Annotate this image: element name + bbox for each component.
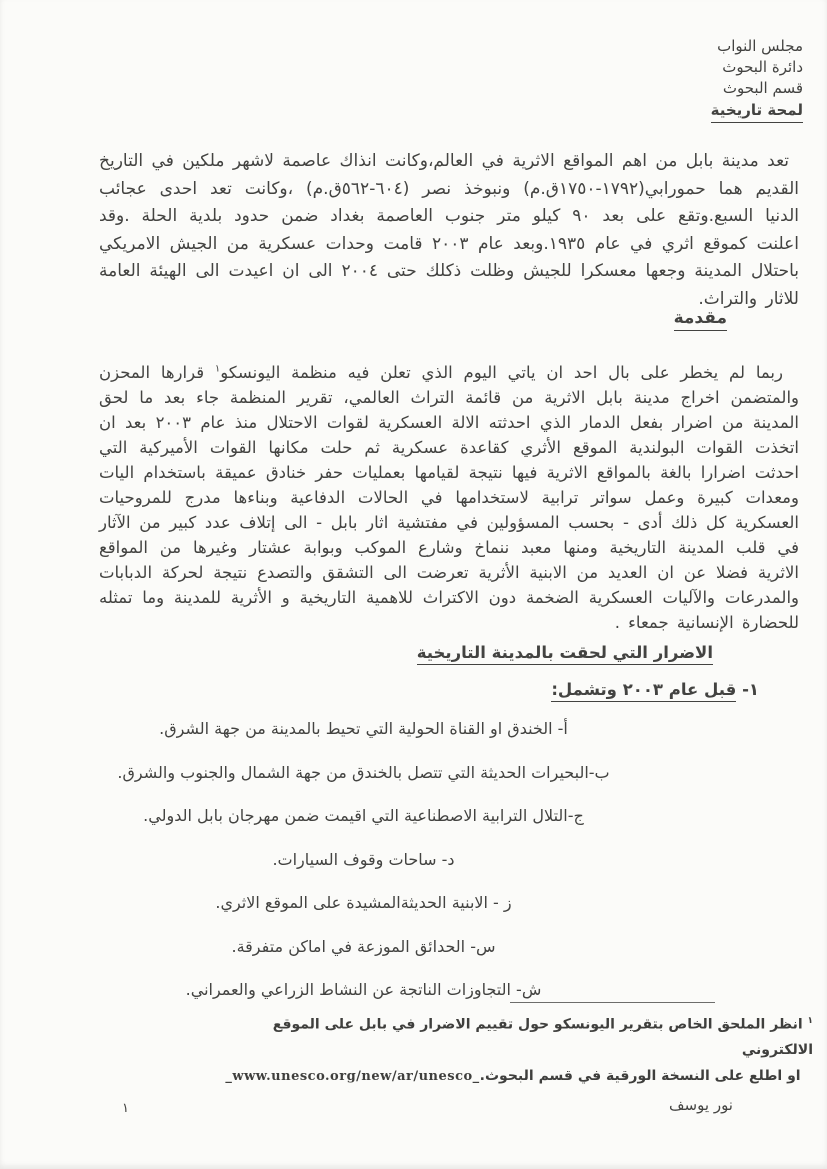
footnote-separator bbox=[510, 1002, 715, 1003]
list-item: د- ساحات وقوف السيارات. bbox=[272, 849, 455, 869]
author-name: نور يوسف bbox=[669, 1096, 733, 1114]
list-item: ز - الابنية الحديثةالمشيدة على الموقع الاثري. bbox=[215, 893, 512, 912]
intro-text-after-ref: قرارها المحزن والمتضمن اخراج مدينة بابل الاثرية من قائمة التراث العالمي، تقرير المنظمة جاء بعد ما لحق المدينة من اضرار بفعل الدمار الذي احدثته الالة العسكرية لقوات الاحتلال منذ عام ٢٠٠٣ بعد ان اتخذت القوات البولندية الموقع الأثري كقاعدة عسكرية ثم حلت مكانها القوات الأميركية التي احدثت اضرارا بالغة بالمواقع الاثرية فيها نتيجة لقيامها بعمليات حفر خنادق عميقة باستخدام اليات ومعدات كبيرة وعمل سواتر ترابية لاستخدامها في الحالات الدفاعية وبناءها مدرج للمروحيات العسكرية كل ذلك أدى - بحسب المسؤولين في مفتشية اثار بابل - الى إتلاف عدد كبير من الآثار في قلب المدينة التاريخية ومنها معبد ننماخ وشارع الموكب وبوابة عشتار وغيرها من المواقع الاثرية فضلا عن ان العديد من الابنية الأثرية تعرضت الى التشقق والتصدع نتيجة لحركة الدبابات والمدرعات والآليات العسكرية الضخمة دون الاكتراث للاهمية التاريخية و الأثرية للمدينة وما تمثله للحضارة الإنسانية جمعاء . bbox=[99, 363, 800, 632]
intro-text-before-ref: ربما لم يخطر على بال احد ان ياتي اليوم الذي تعلن فيه منظمة اليونسكو bbox=[220, 363, 783, 382]
footnote-text-line2: او اطلع على النسخة الورقية في قسم البحوث. bbox=[479, 1067, 801, 1084]
footnote-line1 bbox=[213, 1009, 813, 1063]
page-number: ١ bbox=[122, 1101, 129, 1116]
footnote-ref-marker: ١ bbox=[214, 363, 221, 375]
department-name: دائرة البحوث bbox=[722, 58, 803, 76]
item-number: ١- bbox=[742, 680, 759, 699]
list-item: ج-التلال الترابية الاصطناعية التي اقيمت ضمن مهرجان بابل الدولي. bbox=[143, 806, 584, 825]
list-item: أ- الخندق او القناة الحولية التي تحيط بالمدينة من جهة الشرق. bbox=[159, 719, 568, 738]
intro-heading: مقدمة bbox=[674, 308, 727, 331]
doc-title: لمحة تاريخية bbox=[711, 100, 803, 123]
footnote-text-line1: انظر الملحق الخاص بتقرير اليونسكو حول تقييم الاضرار في بابل على الموقع الالكتروني bbox=[272, 1016, 813, 1058]
footnote-line2 bbox=[213, 1064, 813, 1089]
org-name: مجلس النواب bbox=[717, 37, 803, 55]
list-item: ب-البحيرات الحديثة التي تتصل بالخندق من جهة الشمال والجنوب والشرق. bbox=[117, 762, 610, 782]
history-paragraph: تعد مدينة بابل من اهم المواقع الاثرية في العالم،وكانت انذاك عاصمة لاشهر ملكين في التاريخ القديم هما حمورابي(١٧٩٢-١٧٥٠ق.م) ونبوخذ نصر (٦٠٤-٥٦٢ق.م) ،وكانت تعد احدى عجائب الدنيا السبع.وتقع على بعد ٩٠ كيلو متر جنوب العاصمة بغداد ضمن حدود بلدية الحلة .وقد اعلنت كموقع اثري في عام ١٩٣٥.وبعد عام ٢٠٠٣ قامت وحدات عسكرية من الجيش الامريكي باحتلال المدينة وجعها معسكرا للجيش وظلت ذكلك حتى ٢٠٠٤ الى ان اعيدت الى الهيئة العامة للاثار والتراث. bbox=[99, 151, 799, 309]
footnote bbox=[213, 1009, 813, 1089]
intro-paragraph bbox=[99, 360, 799, 635]
section-name: قسم البحوث bbox=[722, 79, 803, 97]
unesco-url: _www.unesco.org/new/ar/unesco_ bbox=[225, 1068, 480, 1084]
list-item: ش- التجاوزات الناتجة عن النشاط الزراعي والعمراني. bbox=[185, 980, 542, 999]
footnote-marker: ١ bbox=[807, 1016, 813, 1026]
pre-2003-subheading bbox=[551, 680, 759, 699]
item-label: قبل عام ٢٠٠٣ وتشمل: bbox=[551, 680, 736, 702]
damages-list bbox=[80, 707, 647, 1012]
list-item: س- الحدائق الموزعة في اماكن متفرقة. bbox=[231, 936, 496, 956]
letterhead bbox=[711, 36, 803, 123]
damages-heading: الاضرار التي لحقت بالمدينة التاريخية bbox=[417, 643, 713, 665]
